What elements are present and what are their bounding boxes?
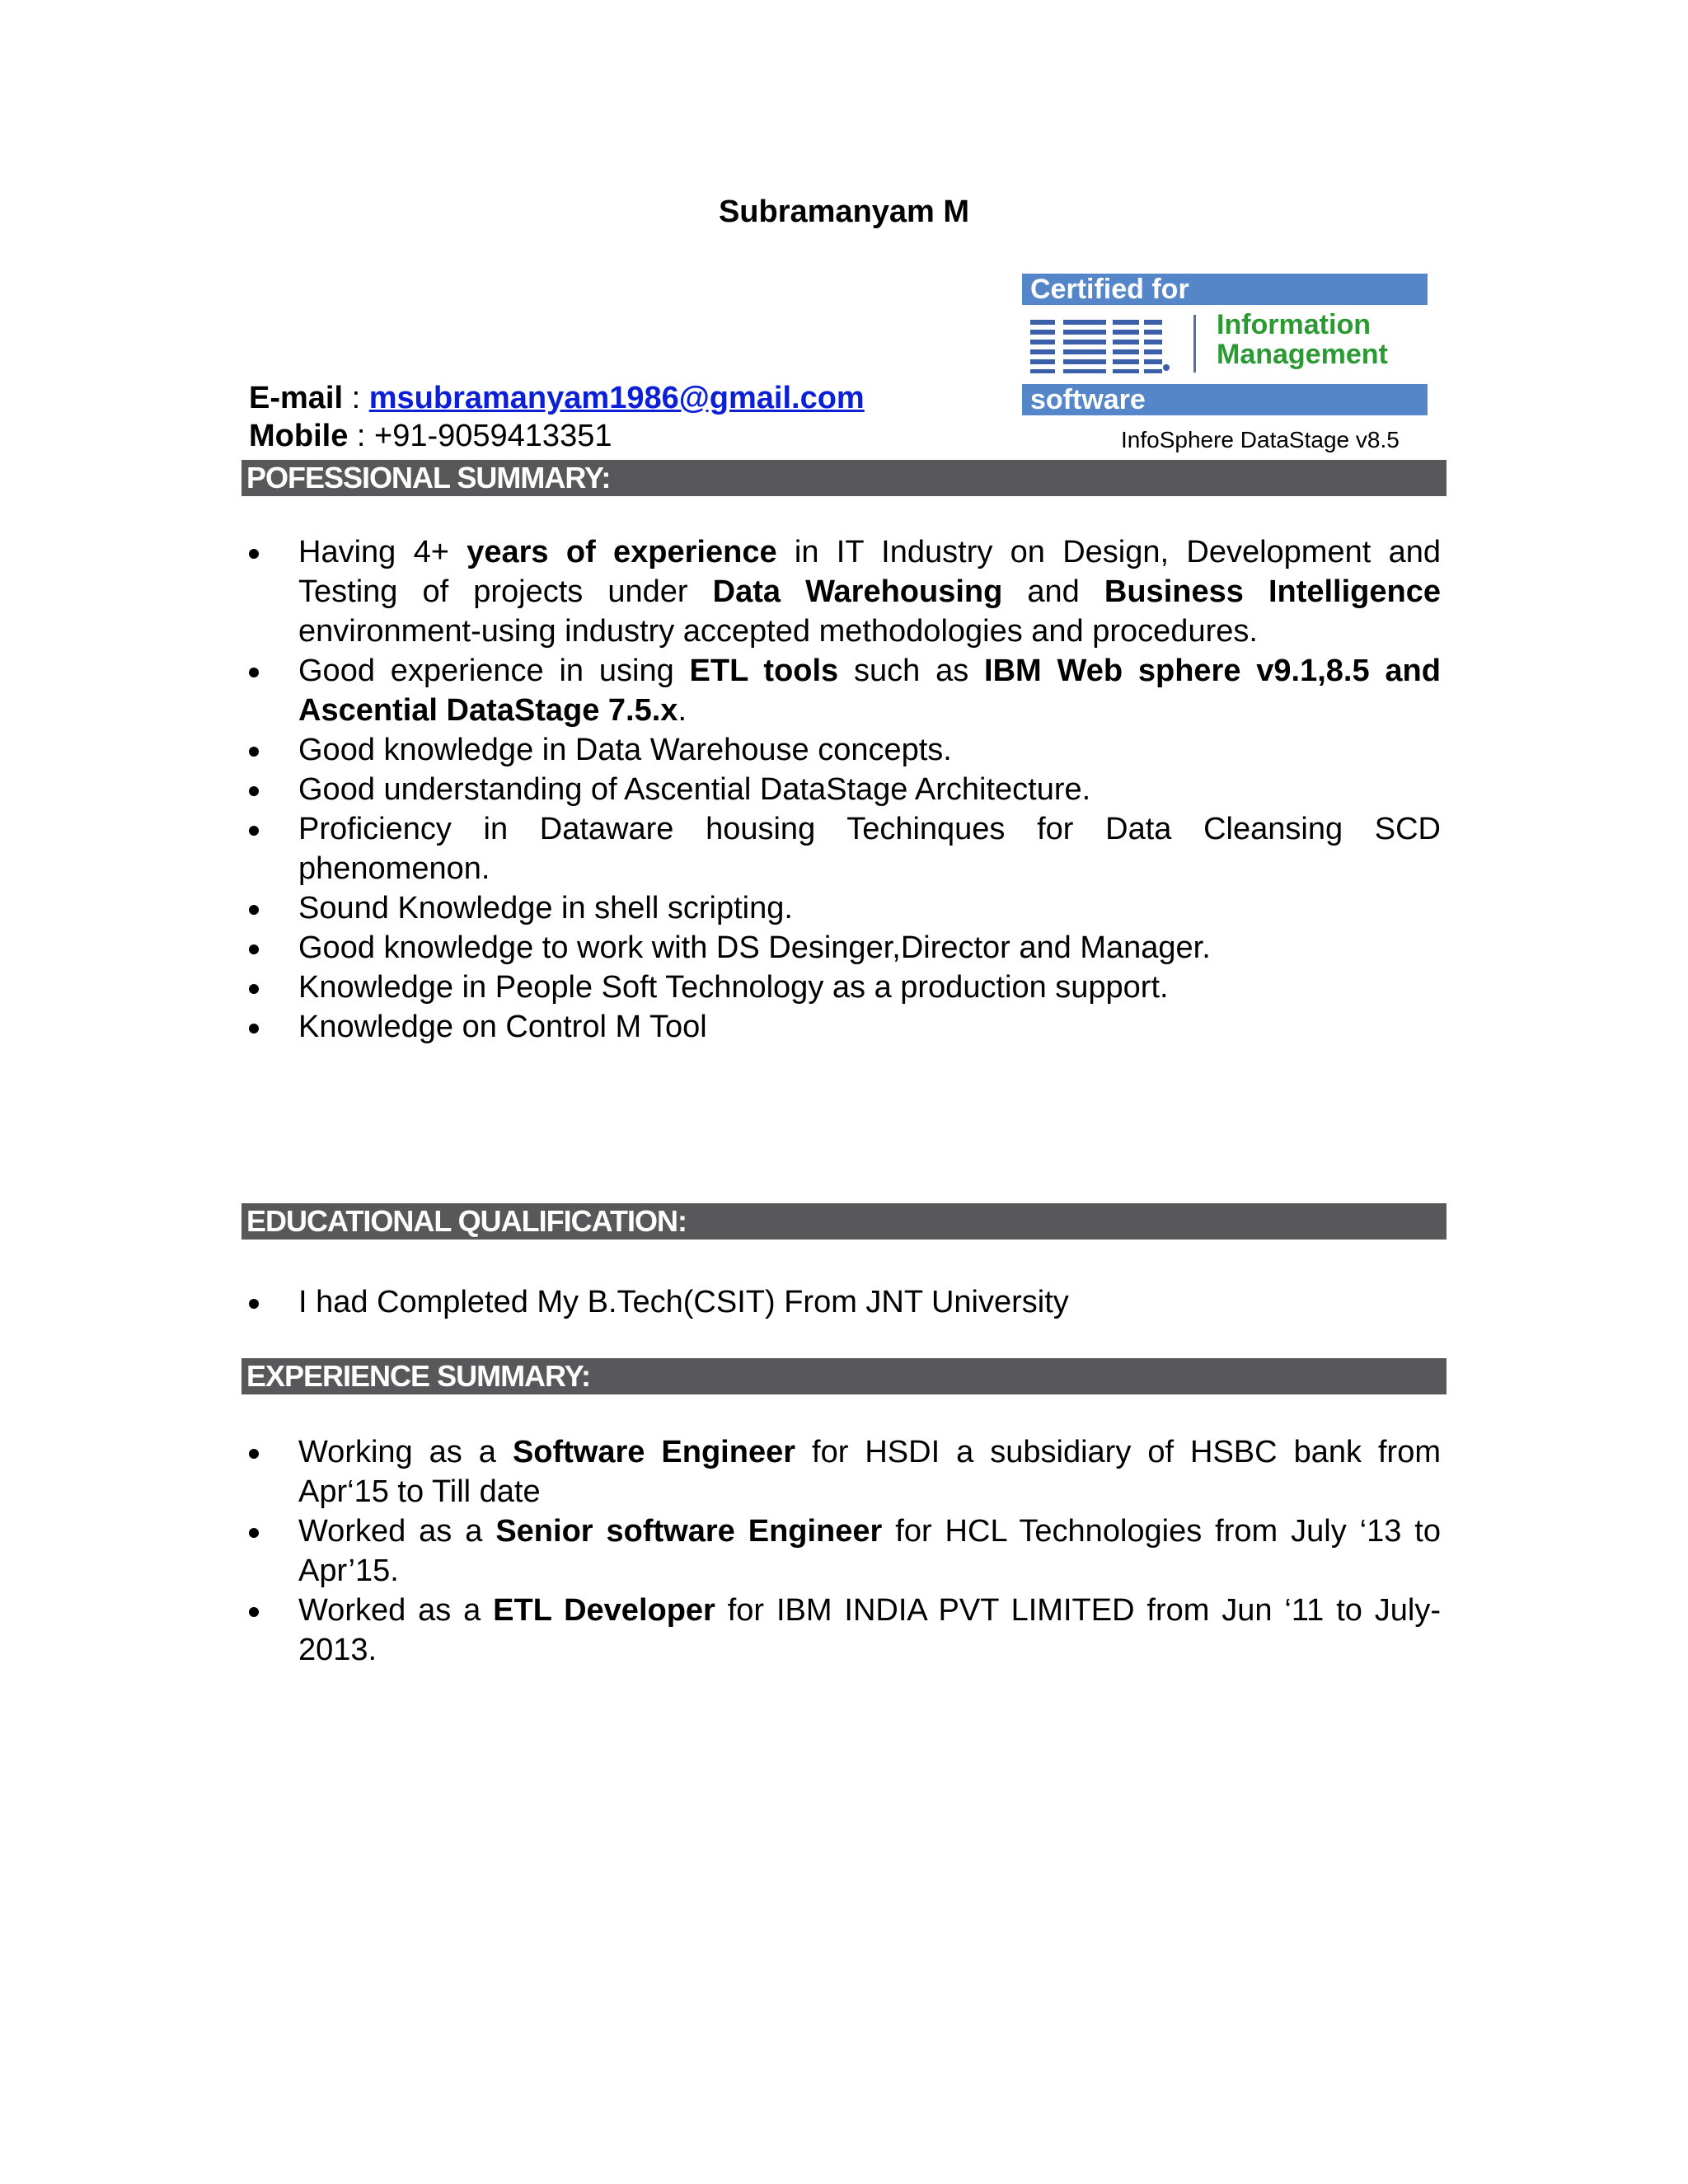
text: Working as a xyxy=(298,1435,513,1469)
text: Sound Knowledge in shell scripting. xyxy=(298,891,793,926)
text: I had Completed My B.Tech(CSIT) From JNT University xyxy=(298,1285,1069,1319)
section-educational-qualification: EDUCATIONAL QUALIFICATION: xyxy=(241,1203,1447,1240)
bold-text: Data Warehousing xyxy=(712,574,1003,609)
summary-list-item xyxy=(249,770,1441,809)
bullet-icon xyxy=(249,1024,259,1033)
bold-text: Business Intelligence xyxy=(1104,574,1441,609)
email-separator: : xyxy=(343,381,369,415)
mobile-label: Mobile xyxy=(249,419,349,453)
bullet-icon xyxy=(249,549,259,559)
text: and xyxy=(1002,574,1104,609)
experience-list xyxy=(249,1432,1441,1670)
mobile-line xyxy=(249,419,612,454)
text: environment-using industry accepted methodologies and procedures. xyxy=(298,614,1258,649)
candidate-name: Subramanyam M xyxy=(718,194,970,229)
badge-info-line-1: Information xyxy=(1217,309,1371,340)
text: Having 4+ xyxy=(298,535,467,569)
badge-information-management xyxy=(1217,310,1388,369)
bold-text: ETL Developer xyxy=(493,1593,715,1628)
section-experience-summary: EXPERIENCE SUMMARY: xyxy=(241,1358,1447,1394)
badge-divider xyxy=(1193,315,1196,373)
text: Worked as a xyxy=(298,1593,494,1628)
bullet-icon xyxy=(249,826,259,836)
bold-text: Senior software Engineer xyxy=(495,1514,883,1549)
ibm-logo-icon xyxy=(1030,316,1170,374)
summary-list-item xyxy=(249,651,1441,730)
text: Good knowledge in Data Warehouse concepts. xyxy=(298,733,952,767)
text: Proficiency in Dataware housing Techinques for Data Cleansing SCD phenomenon. xyxy=(298,812,1441,886)
bullet-icon xyxy=(249,1299,259,1309)
text: such as xyxy=(838,654,985,688)
badge-software: software xyxy=(1022,384,1428,415)
email-line xyxy=(249,381,865,416)
bullet-icon xyxy=(249,1449,259,1459)
summary-list-item xyxy=(249,968,1441,1007)
bullet-icon xyxy=(249,944,259,954)
experience-list-item xyxy=(249,1511,1441,1591)
email-label: E-mail xyxy=(249,381,344,415)
summary-list-item xyxy=(249,928,1441,968)
section-professional-summary: POFESSIONAL SUMMARY: xyxy=(241,460,1447,496)
bullet-icon xyxy=(249,1528,259,1538)
bold-text: Software Engineer xyxy=(512,1435,796,1469)
summary-list-item xyxy=(249,1007,1441,1047)
bullet-icon xyxy=(249,905,259,915)
text: for HCL Technologies from July ‘13 to Apr’15. xyxy=(298,1514,1441,1588)
summary-list-item xyxy=(249,888,1441,928)
text: in IT Industry on Design, Development and Testing of projects under xyxy=(298,535,1441,609)
bold-text: ETL tools xyxy=(689,654,839,688)
badge-caption: InfoSphere DataStage v8.5 xyxy=(1121,427,1400,452)
text: Good knowledge to work with DS Desinger,Director and Manager. xyxy=(298,930,1211,965)
education-list xyxy=(249,1282,1441,1322)
bullet-icon xyxy=(249,984,259,994)
mobile-number: +91-9059413351 xyxy=(374,419,612,453)
education-list-item xyxy=(249,1282,1441,1322)
bullet-icon xyxy=(249,747,259,757)
bullet-icon xyxy=(249,1607,259,1617)
text: Knowledge on Control M Tool xyxy=(298,1010,707,1044)
badge-info-line-2: Management xyxy=(1217,339,1388,370)
badge-certified-for: Certified for xyxy=(1022,274,1428,305)
email-link[interactable]: msubramanyam1986@gmail.com xyxy=(368,381,865,415)
summary-list-item xyxy=(249,532,1441,651)
text: for HSDI a subsidiary of HSBC bank from Apr‘15 to Till date xyxy=(298,1435,1441,1509)
professional-summary-list xyxy=(249,532,1441,1047)
mobile-separator: : xyxy=(348,419,375,453)
text: Good understanding of Ascential DataStage Architecture. xyxy=(298,772,1091,807)
experience-list-item xyxy=(249,1432,1441,1511)
bullet-icon xyxy=(249,668,259,677)
text: . xyxy=(678,693,687,728)
bold-text: IBM Web sphere v9.1,8.5 and Ascential DataStage 7.5.x xyxy=(298,654,1441,728)
bullet-icon xyxy=(249,786,259,796)
text: for IBM INDIA PVT LIMITED from Jun ‘11 to July-2013. xyxy=(298,1593,1441,1667)
summary-list-item xyxy=(249,809,1441,888)
summary-list-item xyxy=(249,730,1441,770)
text: Knowledge in People Soft Technology as a production support. xyxy=(298,970,1169,1005)
text: Worked as a xyxy=(298,1514,496,1549)
experience-list-item xyxy=(249,1591,1441,1670)
text: Good experience in using xyxy=(298,654,690,688)
ibm-certification-badge xyxy=(1022,274,1428,415)
bold-text: years of experience xyxy=(467,535,777,569)
